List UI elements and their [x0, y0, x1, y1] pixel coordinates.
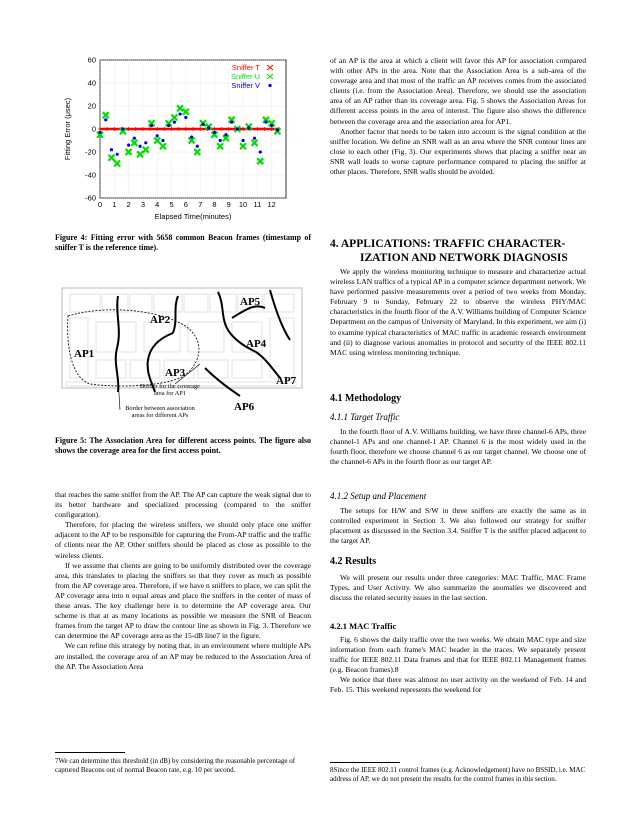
left-paragraph-3: If we assume that clients are going to be uniformly distributed over the coverage area, this translates to placing the sniffers so that they cover as much as possible from the AP coverage area. Therefore, if we have n sniffers to place, we can split the AP coverage area into n equal areas and place the sniffers in the center of mass of these areas. The key challenge here is to determine the AP coverage area. Our scheme is that at as many locations as possible we measure the SNR of Beacon frames from the target AP to draw the contour line as shown in Fig. 3. Therefore we can determine the AP coverage area as the 15-dB line7 in the figure. — [55, 560, 311, 641]
section-4-1-2-body — [330, 506, 586, 546]
sniffer-v-point — [264, 121, 267, 124]
sniffer-v-point — [133, 137, 136, 140]
sniffer-v-point — [98, 131, 101, 134]
y-tick-label: 0 — [91, 124, 96, 134]
sniffer-v-point — [190, 135, 193, 138]
y-tick-label: -60 — [85, 193, 96, 203]
footnote-7: 7We can determine this threshold (in dB) by considering the reasonable percentage of captured Beacons out of normal Beacon rate, e.g. 10 per second. — [55, 757, 296, 774]
y-tick-label: 40 — [87, 78, 96, 88]
left-footnote-rule — [55, 752, 125, 753]
sniffer-v-point — [144, 141, 147, 144]
sniffer-v-point — [196, 145, 199, 148]
section-4-2-body — [330, 573, 586, 603]
sniffer-v-point — [179, 112, 182, 115]
right-paragraph-0: of an AP is the area at which a client will favor this AP for association compared with other APs in the area. Note that the Association Area is a sub-area of the coverage area and that most of the traffic an AP receives comes from the associated clients (i.e. from the Association Area). Therefore, we should use the association area of an AP rather than its coverage area. Fig. 5 shows the Association Areas for different access points in the area of interest. The figure also shows the difference between the coverage area and the association area for AP1. — [330, 56, 586, 126]
legend-label: Sniffer T — [231, 63, 260, 72]
legend-label: Sniffer V — [231, 81, 260, 90]
sniffer-v-point — [201, 123, 204, 126]
coverage-border-label-line2: area for AP1 — [154, 390, 186, 397]
sniffer-v-point — [110, 148, 113, 151]
ap5-label: AP5 — [240, 296, 261, 308]
section-4-heading-line2: IZATION AND NETWORK DIAGNOSIS — [360, 252, 568, 264]
right-paragraph-1: Another factor that needs to be taken into account is the signal condition at the sniffer location. We define an SNR wall as an area where the SNR contour lines are close to each other (Fig. 3). Our experiments shows that placing a sniffer near an SNR wall leads to worse capture performance compared to placing the sniffer at other places. Therefore, SNR walls should be avoided. — [330, 126, 586, 177]
left-column-body — [55, 490, 311, 672]
ap6-label: AP6 — [234, 401, 255, 413]
sniffer-v-point — [247, 126, 250, 129]
ap3-label: AP3 — [165, 367, 186, 379]
x-axis-label: Elapsed Time(minutes) — [154, 212, 232, 221]
x-tick-label: 6 — [183, 200, 188, 209]
sniffer-v-point — [150, 124, 153, 127]
ap1-label: AP1 — [74, 348, 95, 360]
legend-label: Sniffer U — [230, 72, 260, 81]
figure-5-caption: Figure 5: The Association Area for different access points. The figure also shows the coverage area for the first access point. — [55, 436, 311, 456]
section-4-1-2-heading: 4.1.2 Setup and Placement — [330, 491, 427, 501]
x-tick-label: 1 — [112, 200, 117, 209]
association-border-label-line2: areas for different APs — [131, 412, 189, 419]
floor-plan-map — [60, 278, 305, 428]
section-4-1-heading: 4.1 Methodology — [330, 393, 402, 404]
footnote-8: 8Since the IEEE 802.11 control frames (e.g. Acknowledgement) have no BSSID, i.e. MAC address of AP, we do not present the results for the control frames in this section. — [330, 766, 586, 783]
left-paragraph-4: We can refine this strategy by noting that, in an environment where multiple APs are installed, the coverage area of an AP may be reduced to the Association Area of the AP. The Association Area — [55, 641, 311, 671]
sniffer-v-point — [121, 127, 124, 130]
right-paragraph-6: Fig. 6 shows the daily traffic over the two weeks. We obtain MAC type and size information from each frame's MAC header in the traces. We separately present traffic for IEEE 802.11 Data frames and that for IEEE 802.11 Management frames (e.g. Beacon frames).8 — [330, 635, 586, 675]
sniffer-v-point — [127, 144, 130, 147]
sniffer-v-point — [156, 134, 159, 137]
sniffer-v-point — [270, 124, 273, 127]
sniffer-v-point — [104, 118, 107, 121]
right-footnote-rule — [330, 762, 400, 763]
sniffer-v-point — [173, 121, 176, 124]
sniffer-v-point — [241, 139, 244, 142]
sniffer-v-point — [184, 116, 187, 119]
right-column-top — [330, 56, 586, 177]
section-4-1-1-heading: 4.1.1 Target Traffic — [330, 412, 400, 422]
right-paragraph-5: We will present our results under three categories: MAC Traffic, MAC Frame Types, and User Activity. We also summarize the anomalies we discovered and discuss the related security issues in the last section. — [330, 573, 586, 603]
right-paragraph-3: In the fourth floor of A.V. Williams building, we have three channel-6 APs, three channel-1 APs and one channel-1 AP. Channel 6 is the most widely used in the fourth floor, therefore we choose channel 6 as our target channel. We choose one of the channel-6 APs in the fourth floor as our target AP. — [330, 427, 586, 467]
x-tick-label: 2 — [126, 200, 131, 209]
border-line-8 — [270, 290, 290, 340]
section-4-heading-line1: 4. APPLICATIONS: TRAFFIC CHARACTER- — [330, 238, 566, 250]
ap7-label: AP7 — [276, 375, 297, 387]
sniffer-v-point — [167, 124, 170, 127]
y-tick-label: -20 — [85, 147, 96, 157]
y-axis-label: Fitting Error (μsec) — [63, 97, 72, 161]
left-paragraph-2: Therefore, for placing the wireless sniffers, we should only place one sniffer adjacent to the AP to be responsible for capturing the From-AP traffic and the traffic of clients near the AP. Other sniffers should be placed as close as possible to the wireless clients. — [55, 520, 311, 560]
legend-marker — [268, 84, 271, 87]
section-4-2-1-body — [330, 635, 586, 696]
sniffer-v-point — [230, 121, 233, 124]
sniffer-v-point — [116, 153, 119, 156]
x-tick-label: 10 — [238, 200, 248, 209]
border-line-1 — [116, 296, 119, 392]
association-border-label-line1: Border between association — [125, 405, 195, 412]
ap2-label: AP2 — [150, 314, 171, 326]
figure-4-caption: Figure 4: Fitting error with 5658 common Beacon frames (timestamp of sniffer T is the reference time). — [55, 233, 311, 253]
sniffer-v-point — [138, 145, 141, 148]
x-tick-label: 3 — [140, 200, 146, 209]
x-tick-label: 12 — [267, 200, 276, 209]
sniffer-v-point — [213, 131, 216, 134]
right-paragraph-4: The setups for H/W and S/W in three sniffers are exactly the same as in controlled experiment in Section 3. We also followed our strategy for sniffer placement as discussed in the Section 3.4. Sniffer T is the sniffer placed adjacent to the target AP. — [330, 506, 586, 546]
x-tick-label: 7 — [198, 200, 203, 209]
left-paragraph-1: that reaches the same sniffer from the AP. The AP can capture the weak signal due to its better hardware and specialized processing (compared to the sniffer configuration). — [55, 490, 311, 520]
section-4-2-1-heading: 4.2.1 MAC Traffic — [330, 621, 397, 631]
x-tick-label: 9 — [226, 200, 231, 209]
border-line-2 — [173, 296, 178, 333]
figure-4 — [58, 52, 298, 227]
sniffer-v-point — [259, 150, 262, 153]
sniffer-v-point — [253, 137, 256, 140]
coverage-border-label-line1: Border for the coverage — [140, 383, 200, 390]
section-4-2-heading: 4.2 Results — [330, 556, 377, 567]
sniffer-v-point — [219, 139, 222, 142]
sniffer-v-point — [236, 127, 239, 130]
x-tick-label: 4 — [155, 200, 160, 209]
right-paragraph-2: We apply the wireless monitoring technique to measure and characterize actual wireless LAN traffics of a typical AP in a computer science department network. We have performed passive measurements over a period of two weeks from Monday, February 9 to Sunday, February 22 to observe the wireless PHY/MAC characteristics in the fourth floor of the A.V. Williams building of Computer Science Department on the campus of University of Maryland. In this experiment, we aim (i) to examine typical characteristics of MAC traffic in academic research environment and (ii) to diagnose various anomalies in protocol and security of the IEEE 802.11 MAC using wireless monitoring technique. — [330, 267, 586, 357]
section-4-intro — [330, 267, 586, 358]
x-tick-label: 11 — [253, 200, 262, 209]
x-tick-label: 8 — [212, 200, 217, 209]
sniffer-v-point — [276, 129, 279, 132]
ap4-label: AP4 — [246, 338, 267, 350]
y-tick-label: 20 — [87, 101, 96, 111]
fitting-error-chart — [58, 52, 298, 227]
section-4-1-1-body — [330, 427, 586, 467]
y-tick-label: -40 — [85, 170, 96, 180]
sniffer-v-point — [224, 133, 227, 136]
x-tick-label: 5 — [169, 200, 174, 209]
x-tick-label: 0 — [97, 200, 103, 209]
figure-5 — [60, 278, 305, 428]
right-paragraph-7: We notice that there was almost no user activity on the weekend of Feb. 14 and Feb. 15. This weekend represents the weekend for — [330, 675, 586, 695]
y-tick-label: 60 — [87, 55, 96, 65]
sniffer-v-point — [207, 126, 210, 129]
sniffer-v-point — [161, 139, 164, 142]
